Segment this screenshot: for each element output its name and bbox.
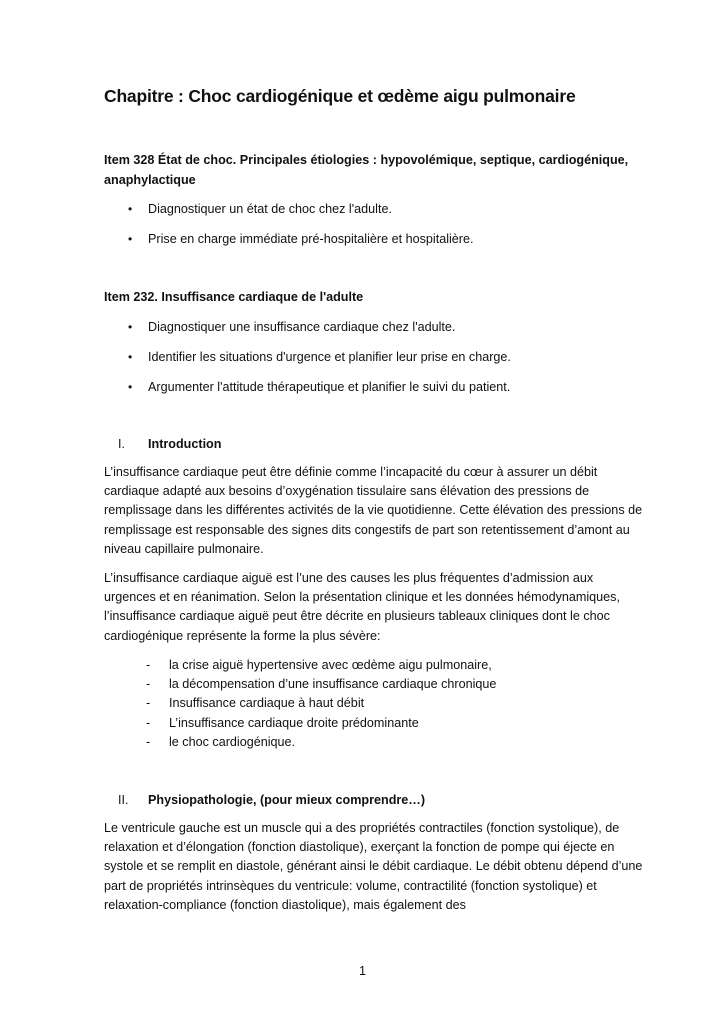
item-232-heading: Item 232. Insuffisance cardiaque de l'adulte	[104, 290, 364, 304]
intro-paragraph-2: L’insuffisance cardiaque aiguë est l’une des causes les plus fréquentes d’admission aux urgences et en réanimation. Selon la présentation clinique et les données hémodynamiques, l’insuffisance cardiaque aiguë peut être décrite en plusieurs tableaux cliniques dont le choc cardiogénique représente la forme la plus sévère:	[104, 571, 620, 643]
list-item: • Argumenter l'attitude thérapeutique et planifier le suivi du patient.	[104, 377, 644, 407]
item-232-objectives	[104, 317, 644, 407]
list-item: • Prise en charge immédiate pré-hospitalière et hospitalière.	[104, 229, 644, 259]
list-item: • Diagnostiquer une insuffisance cardiaque chez l'adulte.	[104, 317, 644, 347]
list-item: - la décompensation d’une insuffisance cardiaque chronique	[146, 677, 497, 692]
intro-paragraph-1: L’insuffisance cardiaque peut être définie comme l’incapacité du cœur à assurer un débit cardiaque adapté aux besoins d’oxygénation tissulaire sans élévation des pressions de remplissage dans les différentes activités de la vie quotidienne. Cette élévation des pressions de remplissage est responsable des signes dits congestifs de part son retentissement d’amont au niveau capillaire pulmonaire.	[104, 465, 643, 556]
list-item: - Insuffisance cardiaque à haut débit	[146, 696, 365, 711]
bullet-icon: •	[128, 380, 133, 394]
bullet-icon: •	[128, 350, 133, 364]
section-2-heading: II. Physiopathologie, (pour mieux comprendre…)	[118, 790, 425, 810]
item-328-heading: Item 328 État de choc. Principales étiologies : hypovolémique, septique, cardiogénique, anaphylactique	[104, 153, 629, 187]
item-328-objectives	[104, 199, 644, 259]
physio-paragraph-1: Le ventricule gauche est un muscle qui a des propriétés contractiles (fonction systolique), de relaxation et d’élongation (fonction diastolique), exerçant la fonction de pompe qui éjecte en systole et se remplit en diastole, générant ainsi le débit cardiaque. Le débit obtenu dépend d’une part de propriétés intrinsèques du ventricule: volume, contractilité (fonction systolique) et relaxation-compliance (fonction diastolique), mais également des	[104, 821, 643, 912]
list-item: • Diagnostiquer un état de choc chez l'adulte.	[104, 199, 644, 229]
page-number: 1	[358, 964, 366, 978]
bullet-icon: •	[128, 320, 133, 334]
bullet-icon: •	[128, 232, 133, 246]
list-item: • Identifier les situations d'urgence et planifier leur prise en charge.	[104, 347, 644, 377]
bullet-icon: •	[128, 202, 133, 216]
list-item: - la crise aiguë hypertensive avec œdème aigu pulmonaire,	[146, 658, 492, 672]
section-number: II.	[118, 793, 129, 807]
clinical-presentations-list	[104, 656, 644, 752]
chapter-title: Chapitre : Choc cardiogénique et œdème aigu pulmonaire	[104, 86, 576, 106]
list-item: - L’insuffisance cardiaque droite prédominante	[146, 715, 419, 730]
list-item: - le choc cardiogénique.	[146, 734, 296, 749]
section-1-heading: I. Introduction	[118, 434, 221, 454]
section-number: I.	[118, 437, 125, 451]
